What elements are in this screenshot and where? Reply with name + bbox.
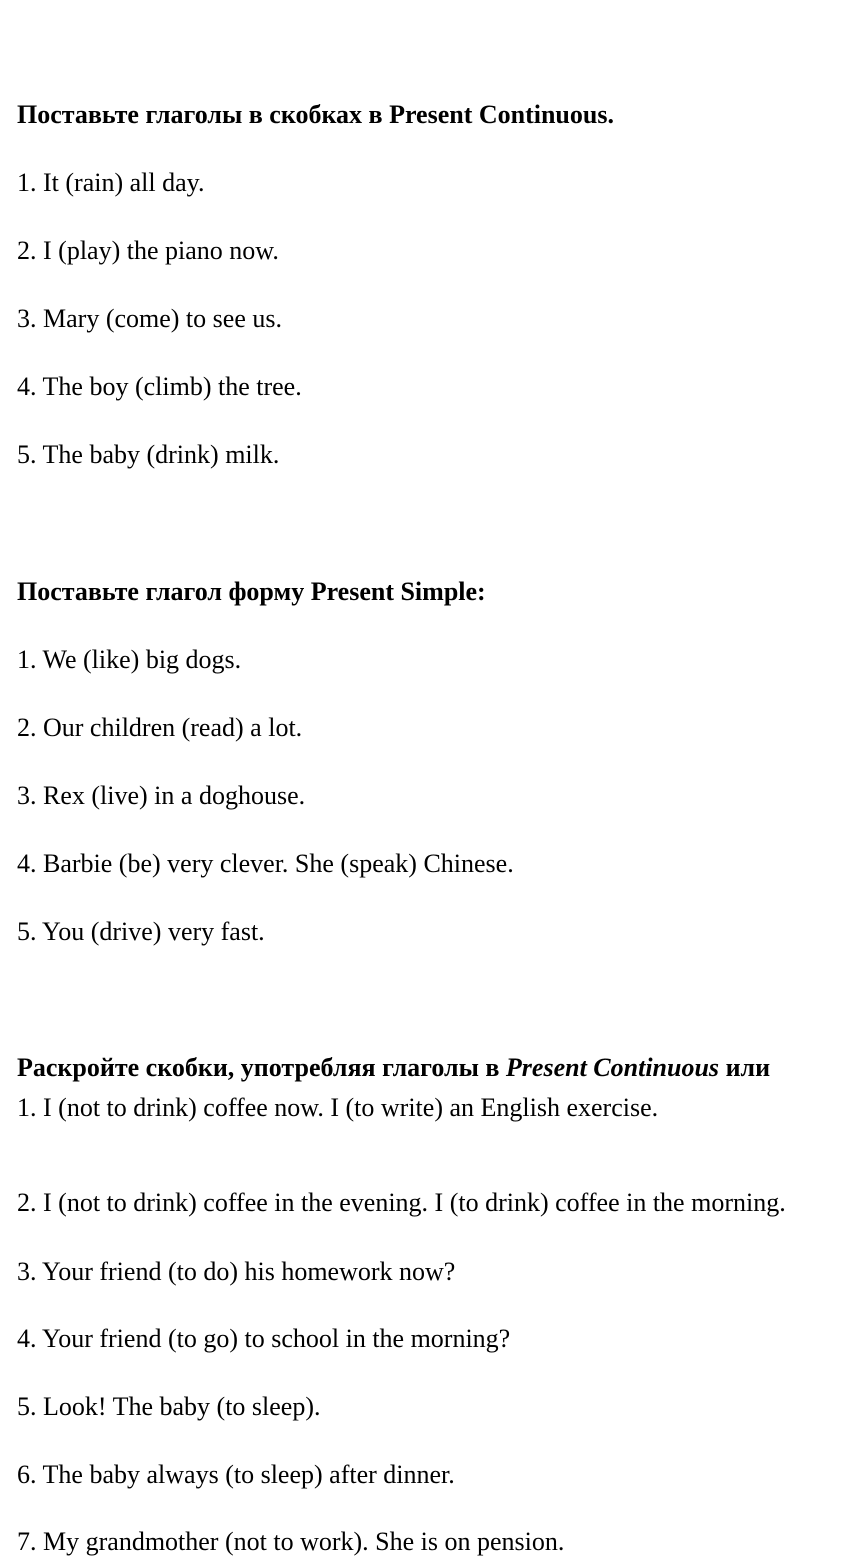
list-item: 3. Your friend (to do) his homework now?	[17, 1257, 456, 1286]
list-item: 1. We (like) big dogs.	[17, 645, 242, 674]
list-item: 4. Your friend (to go) to school in the morning?	[17, 1324, 511, 1353]
list-item: 4. Barbie (be) very clever. She (speak) Chinese.	[17, 849, 514, 878]
list-item: 3. Mary (come) to see us.	[17, 304, 282, 333]
section2-heading: Поставьте глагол форму Present Simple:	[17, 577, 486, 606]
list-item: 5. You (drive) very fast.	[17, 917, 265, 946]
section3-heading	[17, 1053, 770, 1083]
section3-heading-italic: Present Continuous	[505, 1053, 720, 1082]
section3-heading-part1: Раскройте скобки, употребляя глаголы в	[17, 1053, 506, 1082]
list-item: 1. It (rain) all day.	[17, 168, 205, 197]
list-item: 5. Look! The baby (to sleep).	[17, 1392, 321, 1421]
list-item: 2. I (not to drink) coffee in the evening. I (to drink) coffee in the morning.	[17, 1188, 786, 1217]
list-item: 4. The boy (climb) the tree.	[17, 372, 302, 401]
list-item: 2. I (play) the piano now.	[17, 236, 279, 265]
list-item: 1. I (not to drink) coffee now. I (to write) an English exercise.	[17, 1093, 659, 1122]
list-item: 2. Our children (read) a lot.	[17, 713, 303, 742]
list-item: 7. My grandmother (not to work). She is on pension.	[17, 1527, 565, 1556]
list-item: 6. The baby always (to sleep) after dinner.	[17, 1460, 455, 1489]
list-item: 5. The baby (drink) milk.	[17, 440, 280, 469]
list-item: 3. Rex (live) in a doghouse.	[17, 781, 306, 810]
section1-heading: Поставьте глаголы в скобках в Present Continuous.	[17, 100, 614, 129]
section3-heading-part2: или	[719, 1053, 771, 1082]
